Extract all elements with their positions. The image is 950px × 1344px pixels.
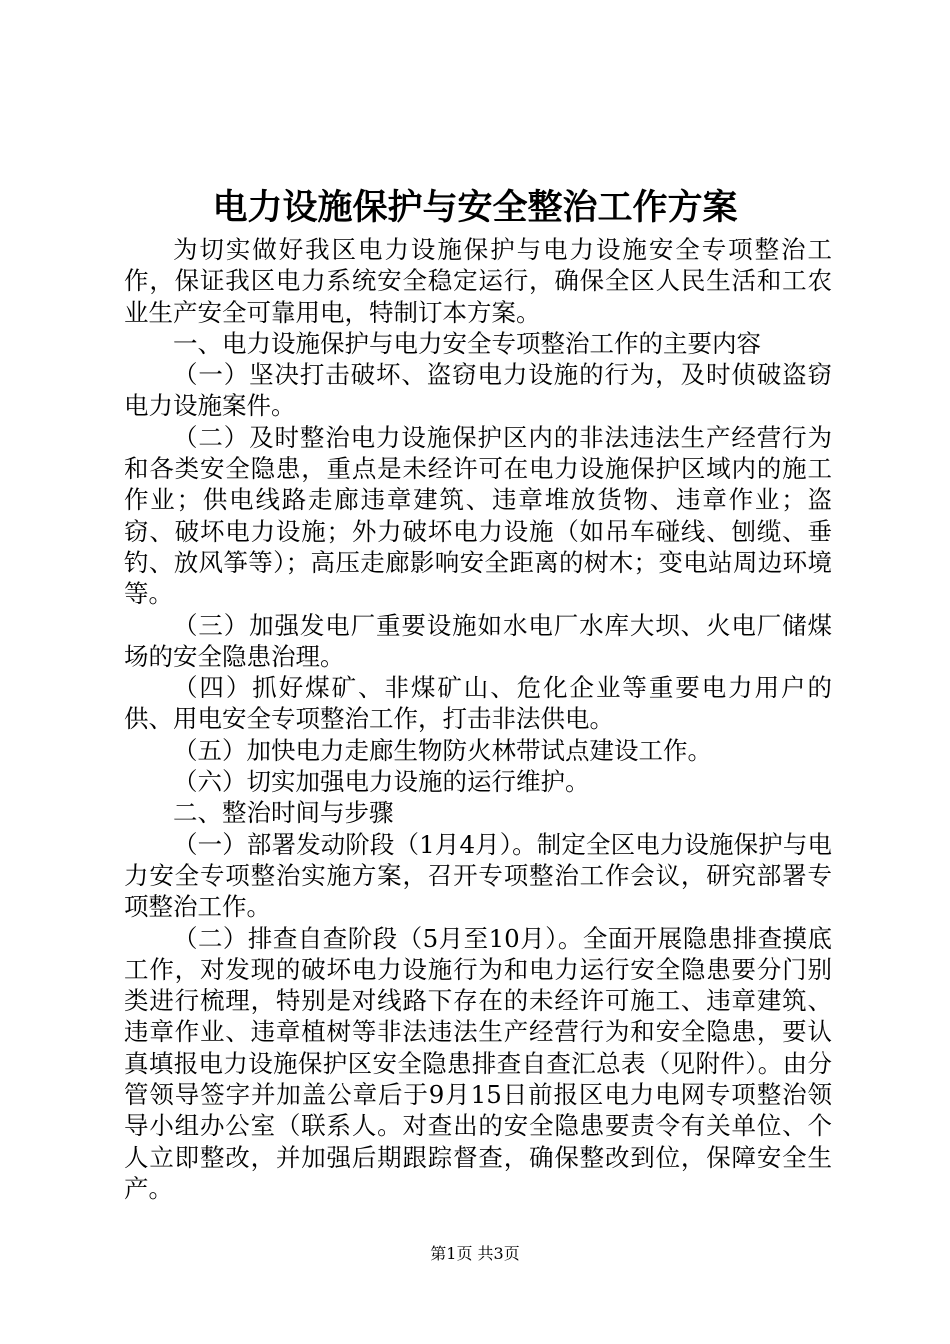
content-item-4: （四）抓好煤矿、非煤矿山、危化企业等重要电力用户的供、用电安全专项整治工作，打击非法供电。 xyxy=(124,673,832,734)
step-item-2: （二）排查自查阶段（5月至10月）。全面开展隐患排查摸底工作，对发现的破坏电力设施行为和电力运行安全隐患要分门别类进行梳理，特别是对线路下存在的未经许可施工、违章建筑、违章作业、违章植树等非法违法生产经营行为和安全隐患，要认真填报电力设施保护区安全隐患排查自查汇总表（见附件）。由分管领导签字并加盖公章后于9月15日前报区电力电网专项整治领导小组办公室（联系人。对查出的安全隐患要责令有关单位、个人立即整改，并加强后期跟踪督查，确保整改到位，保障安全生产。 xyxy=(124,923,832,1203)
document-body xyxy=(124,234,832,1204)
document-title: 电力设施保护与安全整治工作方案 xyxy=(212,187,738,228)
step-item-1: （一）部署发动阶段（1月4月）。制定全区电力设施保护与电力安全专项整治实施方案，召开专项整治工作会议，研究部署专项整治工作。 xyxy=(124,829,832,922)
content-item-3: （三）加强发电厂重要设施如水电厂水库大坝、火电厂储煤场的安全隐患治理。 xyxy=(124,610,832,671)
section-heading-2: 二、整治时间与步骤 xyxy=(173,798,394,828)
content-item-5: （五）加快电力走廊生物防火林带试点建设工作。 xyxy=(173,735,712,765)
content-item-6: （六）切实加强电力设施的运行维护。 xyxy=(173,767,590,797)
content-item-2: （二）及时整治电力设施保护区内的非法违法生产经营行为和各类安全隐患，重点是未经许可在电力设施保护区域内的施工作业；供电线路走廊违章建筑、违章堆放货物、违章作业；盗窃、破坏电力设施；外力破坏电力设施（如吊车碰线、刨缆、垂钓、放风筝等）；高压走廊影响安全距离的树木；变电站周边环境等。 xyxy=(124,422,832,609)
page-footer: 第1页 共3页 xyxy=(430,1244,520,1263)
section-heading-1: 一、电力设施保护与电力安全专项整治工作的主要内容 xyxy=(173,328,761,358)
content-item-1: （一）坚决打击破坏、盗窃电力设施的行为，及时侦破盗窃电力设施案件。 xyxy=(124,360,832,421)
intro-paragraph: 为切实做好我区电力设施保护与电力设施安全专项整治工作，保证我区电力系统安全稳定运行，确保全区人民生活和工农业生产安全可靠用电，特制订本方案。 xyxy=(124,235,832,327)
